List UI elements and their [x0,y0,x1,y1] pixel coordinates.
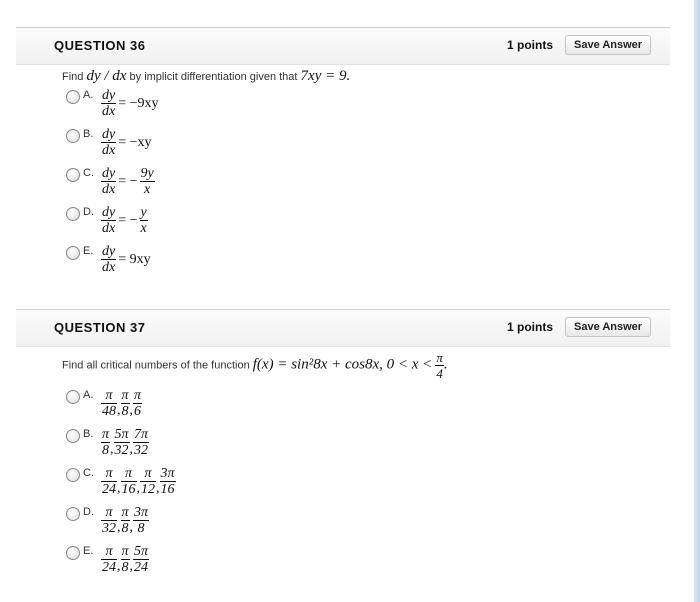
frac-denominator: x [144,182,151,197]
radio-button[interactable] [66,507,80,521]
option-letter: C. [83,167,94,179]
frac-denominator: 12 [141,482,155,497]
frac-numerator: π [101,544,117,560]
question-37-title: QUESTION 37 [54,320,146,335]
radio-button[interactable] [66,207,80,221]
question-36-points: 1 points [507,38,554,52]
frac-denominator: 8 [121,560,129,575]
option-expression [101,127,154,158]
frac-denominator: 24 [102,560,116,575]
option-letter: E. [83,245,94,257]
frac-denominator: 4 [436,366,443,381]
frac-denominator: dx [102,182,116,197]
radio-button[interactable] [66,468,80,482]
frac-numerator: 3π [160,466,175,481]
frac-denominator: dx [102,143,116,158]
option-letter: A. [83,389,94,401]
frac-numerator: π [140,466,156,482]
frac-denominator: dx [102,221,116,236]
prompt-text: Find all critical numbers of the function [62,359,250,372]
frac-numerator: dy [102,88,116,103]
frac-denominator: 16 [160,482,175,497]
frac-numerator: 7π [134,427,149,442]
frac-numerator: dy [102,205,116,220]
option-letter: D. [83,506,94,518]
frac-numerator: π [101,505,117,521]
option-expression: $\frac{\pi}{8}$ , $\frac{5\pi}{32}$ , $\frac{7\pi}{32}$ [102,427,149,458]
option-rhs: = − [118,173,138,189]
question-36-prompt [62,68,350,85]
option-letter: C. [83,467,94,479]
frac-numerator: 5π [134,544,149,559]
radio-button[interactable] [66,129,80,143]
frac-numerator: π [101,466,117,482]
question-36-header [16,27,670,65]
radio-button[interactable] [66,390,80,404]
option-expression [101,88,161,119]
option-expression: $\frac{\pi}{32}$ , $\frac{\pi}{8}$ , $\frac{3\pi}{8}$ [102,505,149,536]
frac-numerator: 9y [140,166,154,181]
frac-numerator: π [121,388,129,403]
frac-denominator: 8 [102,443,109,458]
frac-denominator: 16 [121,482,136,497]
frac-denominator: 24 [102,482,116,497]
frac-denominator: x [140,221,147,236]
frac-denominator: 48 [102,404,116,419]
question-37-prompt: Find all critical numbers of the function f(x) = sin²8x + cos8x, 0 < x < $\frac{\pi}{4}$ . [62,350,448,381]
frac-denominator: 24 [134,560,149,575]
option-letter: D. [83,206,94,218]
option-expression [101,205,148,236]
frac-denominator: 6 [134,404,142,419]
radio-button[interactable] [66,246,80,260]
prompt-derivative: dy / dx [86,68,127,84]
frac-numerator: π [121,505,129,520]
radio-button[interactable] [66,90,80,104]
prompt-equation: 7xy = 9. [300,68,351,84]
frac-denominator: 32 [102,521,116,536]
question-37-header [16,309,670,347]
frac-numerator: π [121,544,129,559]
save-answer-button-36[interactable]: Save Answer [565,35,651,55]
option-rhs: = −9xy [118,95,159,111]
option-rhs: = −xy [118,134,152,150]
radio-button[interactable] [66,429,80,443]
option-letter: E. [83,545,94,557]
option-expression [101,244,153,275]
option-letter: B. [83,128,94,140]
frac-denominator: 8 [121,404,129,419]
option-expression: $\frac{\pi}{24}$ , $\frac{\pi}{8}$ , $\frac{5\pi}{24}$ [102,544,149,575]
frac-denominator: dx [102,260,116,275]
prompt-text-rest: by implicit differentiation given that [129,71,298,83]
frac-numerator: π [102,427,110,442]
radio-button[interactable] [66,546,80,560]
frac-numerator: dy [102,127,116,142]
frac-denominator: dx [102,104,116,119]
question-36-title: QUESTION 36 [54,38,146,53]
option-letter: A. [83,89,94,101]
option-rhs: = − [118,212,138,228]
save-answer-button-37[interactable]: Save Answer [565,317,651,337]
prompt-text: Find [62,71,84,83]
option-expression [101,166,155,197]
frac-numerator: y [140,205,147,220]
option-expression: $\frac{\pi}{24}$ , $\frac{\pi}{16}$ , $\frac{\pi}{12}$ , $\frac{3\pi}{16}$ [102,466,175,497]
window-edge [694,0,700,602]
prompt-function: f(x) = sin²8x + cos8x, 0 < x < [252,356,433,373]
frac-numerator: 3π [134,505,149,520]
frac-denominator: 32 [114,443,129,458]
option-rhs: = 9xy [118,251,151,267]
frac-numerator: π [101,388,117,404]
frac-numerator: π [121,466,137,482]
frac-denominator: 8 [121,521,129,536]
frac-numerator: 5π [114,427,129,442]
frac-numerator: π [134,388,142,403]
option-letter: B. [83,428,94,440]
frac-denominator: 8 [137,521,145,536]
frac-denominator: 32 [134,443,149,458]
question-37-points: 1 points [507,320,554,334]
frac-numerator: dy [102,166,116,181]
frac-numerator: π [436,350,443,365]
frac-numerator: dy [102,244,116,259]
radio-button[interactable] [66,168,80,182]
option-expression: $\frac{\pi}{48}$ , $\frac{\pi}{8}$ , $\frac{\pi}{6}$ [102,388,142,419]
